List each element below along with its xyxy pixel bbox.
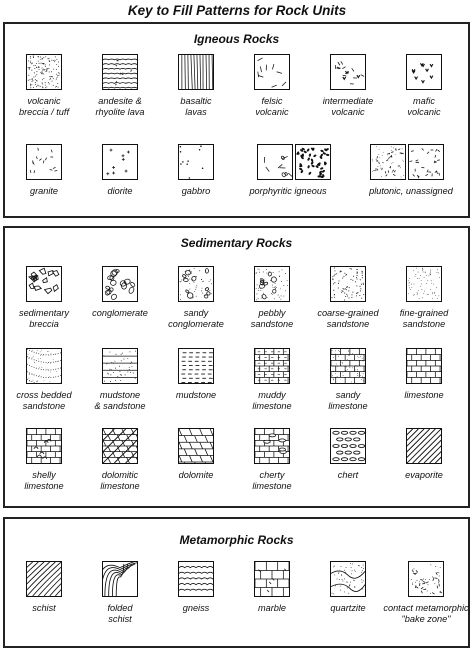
granite-swatch [26, 144, 62, 180]
legend-item-mudstone-sandstone [81, 348, 159, 412]
legend-item-mudstone [157, 348, 235, 401]
legend-item-cherty-limestone [233, 428, 311, 492]
legend-item-sedimentary-breccia [5, 266, 83, 330]
legend-label: basaltic lavas [180, 96, 212, 117]
legend-item-contact-metamorphic [381, 561, 471, 625]
plutonic-swatch-1 [370, 144, 406, 180]
folded-schist-swatch [102, 561, 138, 597]
legend-label: cross bedded sandstone [16, 390, 72, 411]
legend-label: marble [257, 603, 287, 613]
legend-label: contact metamorphic "bake zone" [383, 603, 469, 624]
legend-label: felsic volcanic [255, 96, 289, 117]
volcanic-breccia-swatch [26, 54, 62, 90]
legend-item-volcanic-breccia [5, 54, 83, 118]
pebbly-sandstone-swatch [254, 266, 290, 302]
legend-label: granite [29, 186, 59, 196]
diorite-swatch [102, 144, 138, 180]
legend-item-gneiss [157, 561, 235, 614]
sandy-limestone-swatch [330, 348, 366, 384]
shelly-limestone-swatch [26, 428, 62, 464]
metamorphic-title: Metamorphic Rocks [179, 533, 294, 547]
legend-item-mafic-volcanic [385, 54, 463, 118]
legend-label: sedimentary breccia [18, 308, 70, 329]
legend-label: conglomerate [92, 308, 148, 318]
gneiss-swatch [178, 561, 214, 597]
metamorphic-panel [3, 517, 470, 648]
legend-label: mudstone & sandstone [94, 390, 146, 411]
legend-label: cherty limestone [252, 470, 292, 491]
igneous-panel [3, 22, 470, 218]
legend-label: schist [32, 603, 56, 613]
quartzite-swatch [330, 561, 366, 597]
chert-swatch [330, 428, 366, 464]
legend-label: porphyritic igneous [249, 186, 327, 196]
legend-item-intermediate-volcanic [309, 54, 387, 118]
legend-item-felsic-volcanic [233, 54, 311, 118]
sedimentary-title: Sedimentary Rocks [180, 236, 293, 250]
legend-item-conglomerate [81, 266, 159, 319]
legend-label: sandy limestone [328, 390, 368, 411]
conglomerate-swatch [102, 266, 138, 302]
basaltic-lavas-swatch [178, 54, 214, 90]
legend-label: intermediate volcanic [322, 96, 374, 117]
legend-label: dolomitic limestone [100, 470, 140, 491]
legend-label: dolomite [178, 470, 214, 480]
legend-label: evaporite [405, 470, 443, 480]
legend-label: gneiss [182, 603, 210, 613]
schist-swatch [26, 561, 62, 597]
legend-item-gabbro [157, 144, 235, 197]
limestone-swatch [406, 348, 442, 384]
legend-label: shelly limestone [24, 470, 64, 491]
dolomitic-limestone-swatch [102, 428, 138, 464]
legend-item-cross-bedded-sandstone [5, 348, 83, 412]
legend-item-andesite-rhyolite [81, 54, 159, 118]
legend-label: fine-grained sandstone [399, 308, 449, 329]
legend-label: sandy conglomerate [168, 308, 224, 329]
legend-item-evaporite [385, 428, 463, 481]
legend-item-sandy-conglomerate [157, 266, 235, 330]
legend-label: diorite [107, 186, 133, 196]
marble-swatch [254, 561, 290, 597]
legend-item-porphyritic-igneous [233, 144, 343, 197]
porphyritic-swatch-1 [257, 144, 293, 180]
legend-item-coarse-grained-sandstone [309, 266, 387, 330]
legend-label: folded schist [107, 603, 133, 624]
legend-item-schist [5, 561, 83, 614]
legend-label: andesite & rhyolite lava [95, 96, 145, 117]
andesite-rhyolite-swatch [102, 54, 138, 90]
legend-label: gabbro [181, 186, 211, 196]
legend-item-plutonic-unassigned [353, 144, 469, 197]
cross-bedded-swatch [26, 348, 62, 384]
legend-label: plutonic, unassigned [369, 186, 453, 196]
legend-label: pebbly sandstone [250, 308, 294, 329]
legend-item-dolomitic-limestone [81, 428, 159, 492]
mudstone-sandstone-swatch [102, 348, 138, 384]
legend-item-granite [5, 144, 83, 197]
sedimentary-breccia-swatch [26, 266, 62, 302]
legend-label: limestone [404, 390, 444, 400]
cherty-limestone-swatch [254, 428, 290, 464]
legend-label: muddy limestone [252, 390, 292, 411]
igneous-title: Igneous Rocks [193, 32, 280, 46]
mafic-volcanic-swatch [406, 54, 442, 90]
muddy-limestone-swatch [254, 348, 290, 384]
legend-item-quartzite [309, 561, 387, 614]
legend-label: quartzite [330, 603, 366, 613]
legend-label: mudstone [175, 390, 217, 400]
legend-item-marble [233, 561, 311, 614]
dolomite-swatch [178, 428, 214, 464]
legend-item-shelly-limestone [5, 428, 83, 492]
mudstone-swatch [178, 348, 214, 384]
legend-label: chert [337, 470, 359, 480]
legend-item-basaltic-lavas [157, 54, 235, 118]
sandy-conglomerate-swatch [178, 266, 214, 302]
fine-sandstone-swatch [406, 266, 442, 302]
legend-item-limestone [385, 348, 463, 401]
plutonic-swatch-2 [408, 144, 444, 180]
legend-label: coarse-grained sandstone [317, 308, 379, 329]
contact-metamorphic-swatch [408, 561, 444, 597]
sedimentary-panel [3, 226, 470, 508]
legend-label: mafic volcanic [407, 96, 441, 117]
legend-item-diorite [81, 144, 159, 197]
legend-item-chert [309, 428, 387, 481]
porphyritic-swatch-2 [295, 144, 331, 180]
evaporite-swatch [406, 428, 442, 464]
felsic-volcanic-swatch [254, 54, 290, 90]
intermediate-volcanic-swatch [330, 54, 366, 90]
legend-item-folded-schist [81, 561, 159, 625]
legend-item-pebbly-sandstone [233, 266, 311, 330]
gabbro-swatch [178, 144, 214, 180]
page-title: Key to Fill Patterns for Rock Units [127, 3, 347, 18]
legend-item-sandy-limestone [309, 348, 387, 412]
legend-label: volcanic breccia / tuff [18, 96, 70, 117]
legend-item-muddy-limestone [233, 348, 311, 412]
legend-item-fine-grained-sandstone [385, 266, 463, 330]
coarse-sandstone-swatch [330, 266, 366, 302]
legend-item-dolomite [157, 428, 235, 481]
